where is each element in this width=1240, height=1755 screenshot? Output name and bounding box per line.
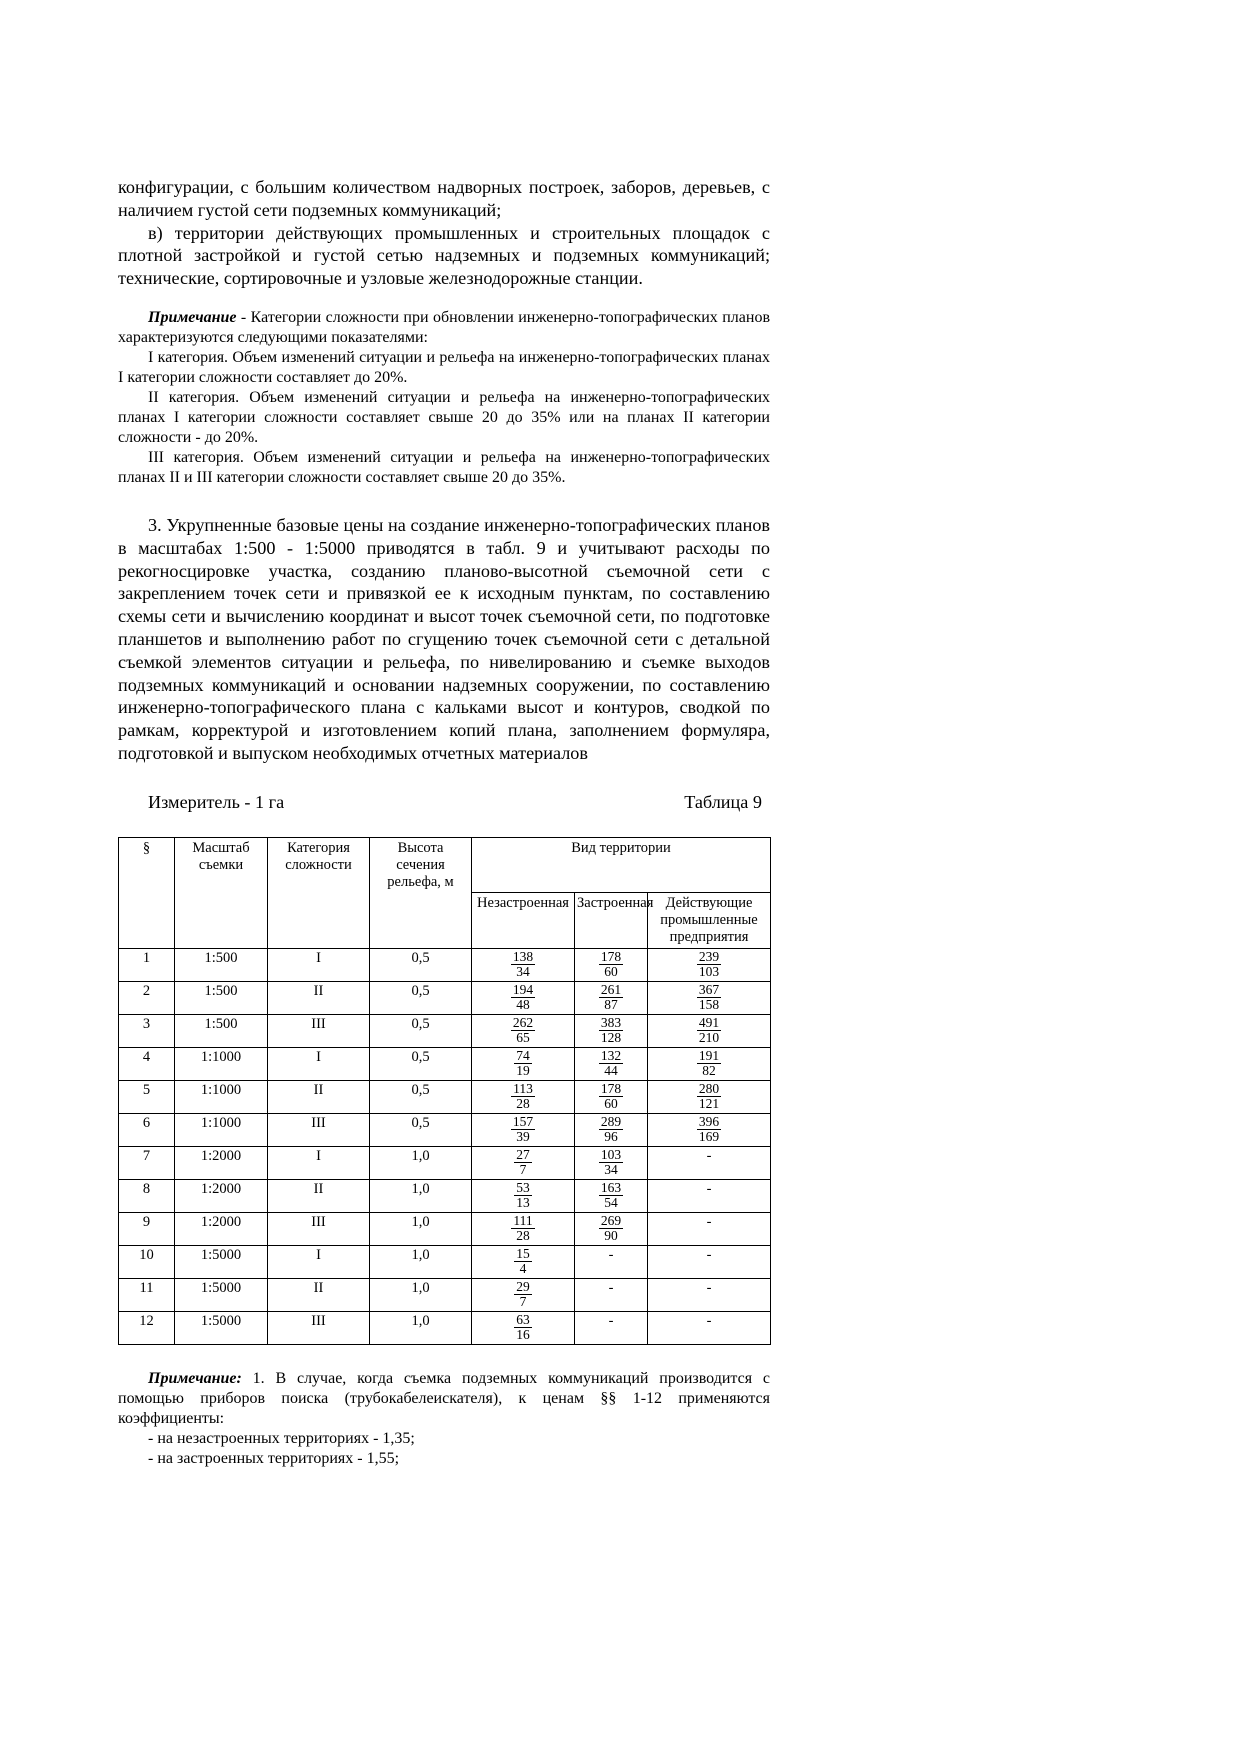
fraction-numerator: 111 (513, 1212, 533, 1228)
cell-built (575, 1113, 648, 1146)
cell-height: 0,5 (370, 981, 472, 1014)
fraction-numerator: 163 (600, 1179, 622, 1195)
header-built: Застроенная (575, 892, 648, 948)
table-row (119, 1311, 771, 1344)
fraction-value (511, 950, 535, 979)
fraction-numerator: 289 (600, 1113, 622, 1129)
table-row (119, 948, 771, 981)
cell-built (575, 1047, 648, 1080)
note2-label: Примечание: (148, 1369, 242, 1387)
cell-scale: 1:5000 (175, 1311, 268, 1344)
fraction-denominator: 103 (698, 963, 720, 979)
cell-unbuilt (472, 1212, 575, 1245)
cell-height: 0,5 (370, 1014, 472, 1047)
note-categories (118, 308, 770, 488)
header-height: Высота сечения рельефа, м (370, 837, 472, 948)
fraction-numerator: 367 (698, 981, 720, 997)
price-table (118, 837, 771, 1345)
cell-scale: 1:500 (175, 1014, 268, 1047)
header-category: Категория сложности (268, 837, 370, 948)
cell-scale: 1:2000 (175, 1212, 268, 1245)
fraction-denominator: 7 (519, 1161, 527, 1177)
fraction-value (599, 1082, 623, 1111)
cell-section: 5 (119, 1080, 175, 1113)
fraction-denominator: 96 (604, 1128, 618, 1144)
fraction-denominator: 90 (604, 1227, 618, 1243)
fraction-value (697, 983, 721, 1012)
cell-industrial (648, 1047, 771, 1080)
coef-unbuilt: - на незастроенных территориях - 1,35; (148, 1429, 415, 1447)
fraction-denominator: 65 (516, 1029, 530, 1045)
fraction-value (514, 1247, 532, 1276)
cell-category: I (268, 1146, 370, 1179)
cell-category: II (268, 1179, 370, 1212)
note2-intro (118, 1369, 770, 1429)
cell-scale: 1:1000 (175, 1113, 268, 1146)
cell-scale: 1:2000 (175, 1146, 268, 1179)
cell-height: 1,0 (370, 1278, 472, 1311)
cell-category: I (268, 1245, 370, 1278)
cell-industrial (648, 1113, 771, 1146)
cell-unbuilt (472, 948, 575, 981)
cell-height: 0,5 (370, 948, 472, 981)
document-page (118, 176, 770, 1469)
cell-category: I (268, 1047, 370, 1080)
fraction-denominator: 82 (702, 1062, 716, 1078)
fraction-value (697, 1016, 721, 1045)
cell-built: - (575, 1245, 648, 1278)
fraction-denominator: 121 (698, 1095, 720, 1111)
cell-section: 4 (119, 1047, 175, 1080)
cell-unbuilt (472, 1278, 575, 1311)
fraction-value (514, 1313, 532, 1342)
note-intro (118, 308, 770, 348)
fraction-numerator: 103 (600, 1146, 622, 1162)
cell-industrial (648, 948, 771, 981)
table-row (119, 1146, 771, 1179)
table-row (119, 1014, 771, 1047)
cell-unbuilt (472, 1179, 575, 1212)
header-scale: Масштаб съемки (175, 837, 268, 948)
fraction-denominator: 4 (519, 1260, 527, 1276)
fraction-value (697, 950, 721, 979)
table-body (119, 948, 771, 1344)
note-text: - Категории сложности при обновлении инженерно-топографических планов характеризуются следующими показателями: (118, 308, 770, 346)
fraction-denominator: 158 (698, 996, 720, 1012)
cell-height: 0,5 (370, 1113, 472, 1146)
header-territory: Вид территории (472, 837, 771, 892)
fraction-denominator: 169 (698, 1128, 720, 1144)
fraction-value (697, 1082, 721, 1111)
fraction-numerator: 29 (516, 1278, 530, 1294)
note-category-2: II категория. Объем изменений ситуации и рельефа на инженерно-топографических планах I категории сложности составляет свыше 20 до 35% или на планах II категории сложности - до 20%. (118, 388, 770, 446)
cell-scale: 1:5000 (175, 1245, 268, 1278)
fraction-denominator: 128 (600, 1029, 622, 1045)
cell-built (575, 981, 648, 1014)
header-section: § (119, 837, 175, 948)
cell-category: I (268, 948, 370, 981)
cell-built (575, 1212, 648, 1245)
cell-built (575, 1179, 648, 1212)
table-row (119, 1179, 771, 1212)
table-title: Таблица 9 (684, 791, 762, 812)
cell-industrial: - (648, 1212, 771, 1245)
fraction-value (511, 1115, 535, 1144)
fraction-numerator: 178 (600, 948, 622, 964)
fraction-denominator: 44 (604, 1062, 618, 1078)
cell-built: - (575, 1311, 648, 1344)
fraction-denominator: 54 (604, 1194, 618, 1210)
cell-scale: 1:1000 (175, 1080, 268, 1113)
fraction-numerator: 239 (698, 948, 720, 964)
fraction-value (599, 1016, 623, 1045)
fraction-numerator: 63 (516, 1311, 530, 1327)
fraction-numerator: 262 (512, 1014, 534, 1030)
table-row (119, 1278, 771, 1311)
fraction-value (511, 1082, 535, 1111)
fraction-value (599, 1115, 623, 1144)
fraction-value (511, 983, 535, 1012)
fraction-denominator: 34 (516, 963, 530, 979)
cell-height: 1,0 (370, 1146, 472, 1179)
cell-unbuilt (472, 1311, 575, 1344)
fraction-numerator: 138 (512, 948, 534, 964)
note2-text: 1. В случае, когда съемка подземных коммуникаций производится с помощью приборов поиска (трубокабелеискателя), к ценам §§ 1-12 применяются коэффициенты: (118, 1369, 770, 1427)
fraction-value (514, 1181, 532, 1210)
fraction-denominator: 39 (516, 1128, 530, 1144)
fraction-numerator: 191 (698, 1047, 720, 1063)
cell-unbuilt (472, 1146, 575, 1179)
fraction-value (599, 1148, 623, 1177)
coef-built: - на застроенных территориях - 1,55; (148, 1449, 400, 1467)
cell-built (575, 1014, 648, 1047)
fraction-numerator: 178 (600, 1080, 622, 1096)
fraction-denominator: 87 (604, 996, 618, 1012)
cell-scale: 1:500 (175, 981, 268, 1014)
fraction-numerator: 396 (698, 1113, 720, 1129)
fraction-value (599, 1049, 623, 1078)
fraction-denominator: 7 (519, 1293, 527, 1309)
cell-unbuilt (472, 1113, 575, 1146)
note-category-1: I категория. Объем изменений ситуации и рельефа на инженерно-топографических планах I категории сложности составляет до 20%. (118, 348, 770, 386)
cell-category: III (268, 1113, 370, 1146)
intro-paragraph-2: в) территории действующих промышленных и строительных площадок с плотной застройкой и густой сетью надземных и подземных коммуникаций; технические, сортировочные и узловые железнодорожные станции. (118, 222, 770, 289)
cell-height: 1,0 (370, 1311, 472, 1344)
fraction-numerator: 280 (698, 1080, 720, 1096)
fraction-value (599, 950, 623, 979)
fraction-numerator: 269 (600, 1212, 622, 1228)
fraction-numerator: 74 (516, 1047, 530, 1063)
cell-unbuilt (472, 1047, 575, 1080)
fraction-denominator: 60 (604, 1095, 618, 1111)
fraction-denominator: 28 (516, 1227, 530, 1243)
cell-industrial: - (648, 1146, 771, 1179)
table-row (119, 1113, 771, 1146)
fraction-value (697, 1115, 721, 1144)
intro-paragraph-1: конфигурации, с большим количеством надворных построек, заборов, деревьев, с наличием густой сети подземных коммуникаций; (118, 177, 770, 220)
table-row (119, 1245, 771, 1278)
cell-section: 6 (119, 1113, 175, 1146)
cell-built (575, 948, 648, 981)
fraction-denominator: 34 (604, 1161, 618, 1177)
table-caption-row (118, 791, 770, 813)
fraction-value (697, 1049, 721, 1078)
cell-industrial: - (648, 1278, 771, 1311)
table-row (119, 981, 771, 1014)
note-category-3: III категория. Объем изменений ситуации и рельефа на инженерно-топографических планах II и III категории сложности составляет свыше 20 до 35%. (118, 448, 770, 486)
cell-category: II (268, 981, 370, 1014)
fraction-numerator: 261 (600, 981, 622, 997)
fraction-numerator: 194 (512, 981, 534, 997)
cell-category: II (268, 1278, 370, 1311)
cell-section: 11 (119, 1278, 175, 1311)
cell-unbuilt (472, 1080, 575, 1113)
fraction-numerator: 132 (600, 1047, 622, 1063)
table-row (119, 1212, 771, 1245)
cell-unbuilt (472, 1014, 575, 1047)
cell-scale: 1:500 (175, 948, 268, 981)
cell-height: 1,0 (370, 1179, 472, 1212)
cell-scale: 1:1000 (175, 1047, 268, 1080)
fraction-numerator: 27 (516, 1146, 530, 1162)
cell-industrial (648, 1080, 771, 1113)
header-industrial: Действующие промышленные предприятия (648, 892, 771, 948)
cell-industrial (648, 1014, 771, 1047)
cell-industrial (648, 981, 771, 1014)
cell-section: 1 (119, 948, 175, 981)
cell-built (575, 1080, 648, 1113)
fraction-value (599, 983, 623, 1012)
cell-built (575, 1146, 648, 1179)
cell-category: III (268, 1311, 370, 1344)
cell-scale: 1:2000 (175, 1179, 268, 1212)
fraction-value (599, 1214, 623, 1243)
table-row (119, 1047, 771, 1080)
cell-category: II (268, 1080, 370, 1113)
cell-section: 3 (119, 1014, 175, 1047)
item-3-paragraph: 3. Укрупненные базовые цены на создание инженерно-топографических планов в масштабах 1:500 - 1:5000 приводятся в табл. 9 и учитывают расходы по рекогносцировке участка, созданию планово-высотной съемочной сети с закреплением точек сети и привязкой ее к исходным пунктам, по составлению схемы сети и вычислению координат и высот точек съемочной сети, по подготовке планшетов и выполнению работ по сгущению точек съемочной сети с детальной съемкой элементов ситуации и рельефа, по нивелированию и съемке выходов подземных коммуникаций и основании надземных сооружении, по составлению инженерно-топографического плана с кальками высот и контуров, сводкой по рамкам, корректурой и изготовлением копий плана, заполнением формуляра, подготовкой и выпуском необходимых отчетных материалов (118, 514, 770, 763)
fraction-denominator: 16 (516, 1326, 530, 1342)
fraction-value (514, 1049, 532, 1078)
fraction-numerator: 491 (698, 1014, 720, 1030)
header-unbuilt: Незастроенная (472, 892, 575, 948)
fraction-denominator: 210 (698, 1029, 720, 1045)
cell-scale: 1:5000 (175, 1278, 268, 1311)
cell-category: III (268, 1212, 370, 1245)
cell-height: 1,0 (370, 1245, 472, 1278)
fraction-denominator: 60 (604, 963, 618, 979)
cell-unbuilt (472, 981, 575, 1014)
fraction-numerator: 15 (516, 1245, 530, 1261)
fraction-numerator: 113 (513, 1080, 533, 1096)
fraction-denominator: 28 (516, 1095, 530, 1111)
fraction-numerator: 383 (600, 1014, 622, 1030)
cell-section: 8 (119, 1179, 175, 1212)
cell-unbuilt (472, 1245, 575, 1278)
cell-category: III (268, 1014, 370, 1047)
fraction-numerator: 157 (512, 1113, 534, 1129)
fraction-denominator: 48 (516, 996, 530, 1012)
fraction-value (514, 1148, 532, 1177)
cell-section: 7 (119, 1146, 175, 1179)
fraction-value (514, 1280, 532, 1309)
cell-section: 2 (119, 981, 175, 1014)
measure-unit: Измеритель - 1 га (148, 791, 285, 812)
fraction-value (511, 1214, 534, 1243)
table-row (119, 1080, 771, 1113)
cell-built: - (575, 1278, 648, 1311)
fraction-denominator: 19 (516, 1062, 530, 1078)
note-coefficients (118, 1369, 770, 1469)
note-label: Примечание (148, 308, 237, 326)
cell-industrial: - (648, 1245, 771, 1278)
cell-section: 12 (119, 1311, 175, 1344)
cell-height: 0,5 (370, 1080, 472, 1113)
cell-height: 1,0 (370, 1212, 472, 1245)
fraction-denominator: 13 (516, 1194, 530, 1210)
cell-industrial: - (648, 1179, 771, 1212)
cell-section: 10 (119, 1245, 175, 1278)
cell-height: 0,5 (370, 1047, 472, 1080)
fraction-value (511, 1016, 535, 1045)
fraction-value (599, 1181, 623, 1210)
cell-industrial: - (648, 1311, 771, 1344)
fraction-numerator: 53 (516, 1179, 530, 1195)
cell-section: 9 (119, 1212, 175, 1245)
